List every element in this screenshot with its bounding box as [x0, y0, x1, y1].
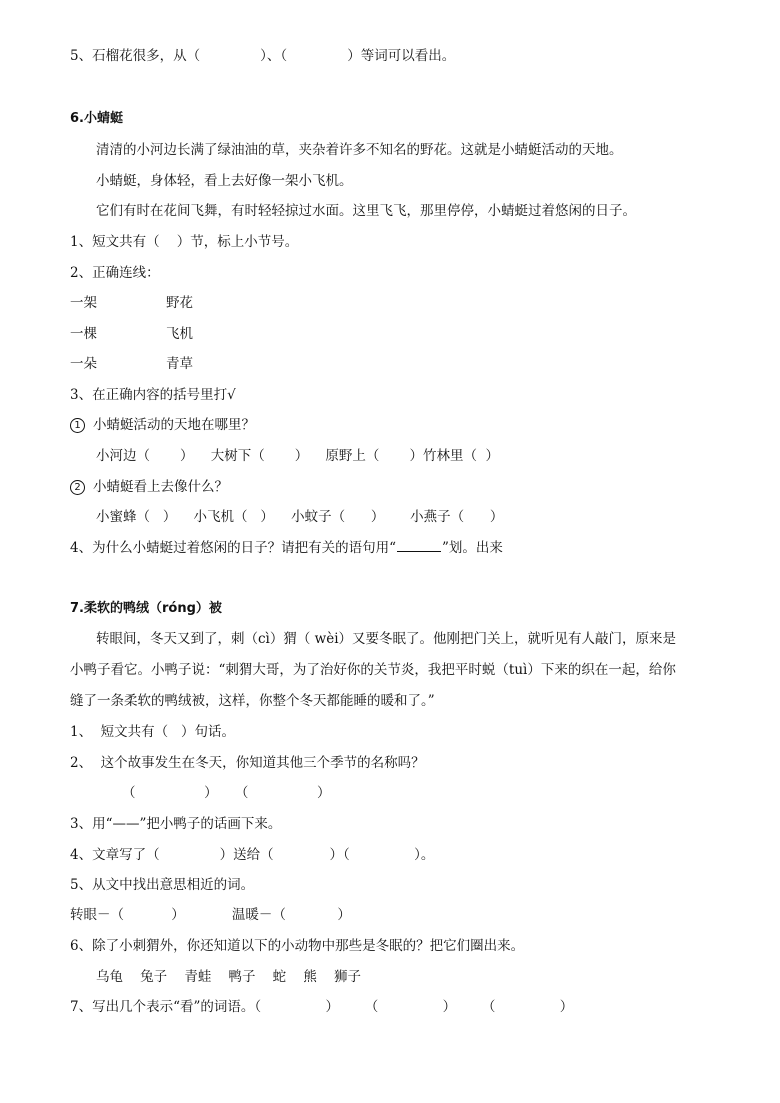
sub-question-2-text: 小蜻蜓看上去像什么？: [93, 479, 228, 495]
circled-number-1: 1: [70, 418, 85, 433]
section-6-paragraph-1: 清清的小河边长满了绿油油的草，夹杂着许多不知名的野花。这就是小蜻蜓活动的天地。: [96, 142, 623, 158]
match-left-2: 一棵: [70, 326, 97, 342]
question-4-part-2: ”划。出来: [442, 540, 503, 556]
question-5-line: 5、石榴花很多，从（ ）、（ ）等词可以看出。: [70, 48, 456, 64]
sub-question-2: [70, 478, 228, 496]
match-right-1: 野花: [166, 295, 193, 311]
synonym-words: 转眼－（ ） 温暖－（ ）: [70, 907, 351, 923]
section-6-paragraph-3: 它们有时在花间飞舞，有时轻轻掠过水面。这里飞飞，那里停停，小蜻蜓过着悠闲的日子。: [96, 203, 636, 219]
sub-question-1-text: 小蜻蜓活动的天地在哪里？: [93, 417, 255, 433]
section-7-question-5: 5、从文中找出意思相近的词。: [70, 877, 255, 893]
circled-number-2: 2: [70, 480, 85, 495]
match-right-2: 飞机: [166, 326, 193, 342]
sub-question-2-options: 小蜜蜂（ ） 小飞机（ ） 小蚊子（ ） 小燕子（ ）: [96, 509, 504, 525]
match-left-3: 一朵: [70, 356, 97, 372]
seasons-blanks: （ ） （ ）: [122, 785, 331, 801]
section-6-title: 6.小蜻蜓: [70, 111, 123, 126]
animal-list: 乌龟 兔子 青蛙 鸭子 蛇 熊 狮子: [96, 969, 361, 985]
section-7-question-1: 1、 短文共有（ ）句话。: [70, 724, 236, 740]
question-4-part-1: 4、为什么小蜻蜓过着悠闲的日子？请把有关的语句用“: [70, 540, 396, 556]
underline-blank: [397, 539, 441, 552]
section-7-question-7: 7、写出几个表示“看”的词语。（ ） （ ） （ ）: [70, 999, 574, 1015]
match-left-1: 一架: [70, 295, 97, 311]
section-7-question-2: 2、 这个故事发生在冬天，你知道其他三个季节的名称吗？: [70, 755, 425, 771]
section-7-paragraph-line-3: 缝了一条柔软的鸭绒被，这样，你整个冬天都能睡的暖和了。”: [70, 693, 435, 709]
section-6-paragraph-2: 小蜻蜓，身体轻，看上去好像一架小飞机。: [96, 173, 353, 189]
section-7-title: 7.柔软的鸭绒（róng）被: [70, 601, 222, 616]
section-6-question-3: 3、在正确内容的括号里打√: [70, 387, 236, 403]
section-7-paragraph-line-1: 转眼间，冬天又到了，刺（cì）猬（ wèi）又要冬眠了。他刚把门关上，就听见有人敲门，原来是: [96, 631, 677, 647]
section-6-question-1: 1、短文共有（ ）节，标上小节号。: [70, 234, 299, 250]
section-6-question-2: 2、正确连线：: [70, 265, 160, 281]
sub-question-1: [70, 416, 255, 434]
section-7-question-3: 3、用“——”把小鸭子的话画下来。: [70, 816, 282, 832]
section-7-paragraph-line-2: 小鸭子看它。小鸭子说：“刺猬大哥，为了治好你的关节炎，我把平时蜕（tuì）下来的织在一起，给你: [70, 662, 676, 678]
section-6-question-4: [70, 539, 503, 557]
section-7-question-6: 6、除了小刺猬外，你还知道以下的小动物中那些是冬眠的？把它们圈出来。: [70, 938, 525, 954]
sub-question-1-options: 小河边（ ） 大树下（ ） 原野上（ ）竹林里（ ）: [96, 448, 500, 464]
section-7-question-4: 4、文章写了（ ）送给（ ）（ ）。: [70, 847, 435, 863]
match-right-3: 青草: [166, 356, 193, 372]
